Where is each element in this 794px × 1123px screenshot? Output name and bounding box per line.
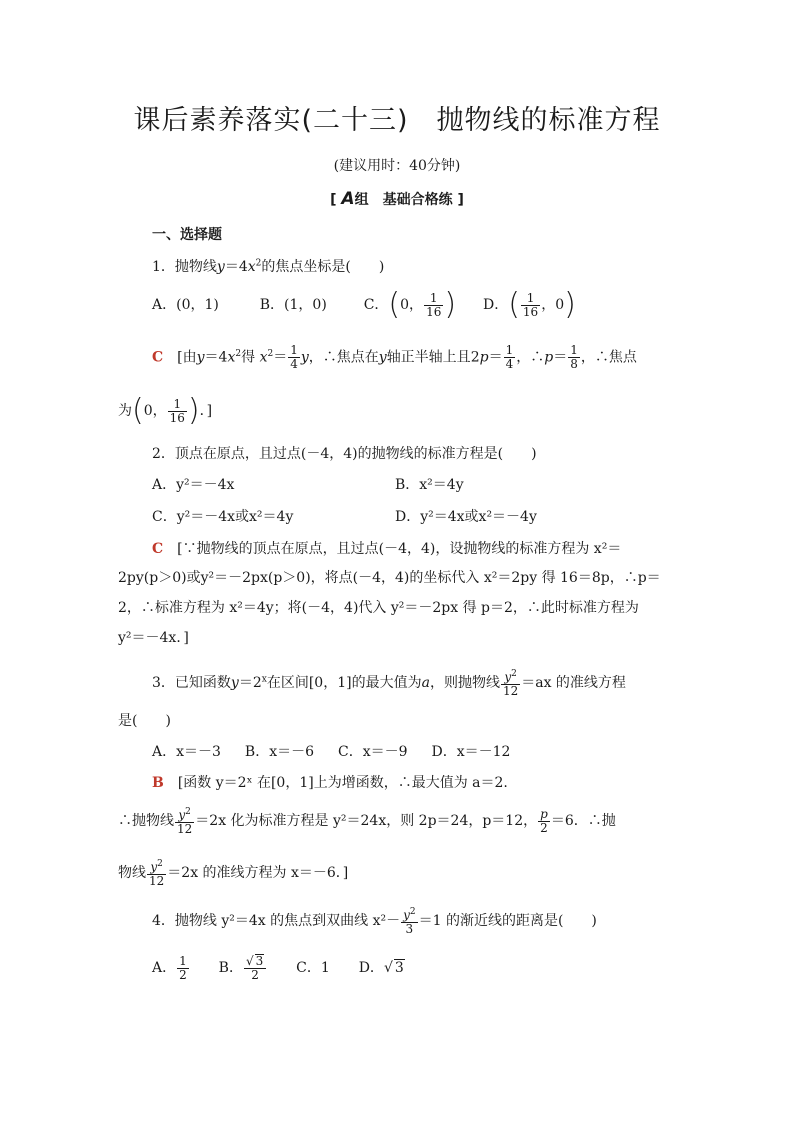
q3-ans-line2-pre: ∴抛物线 <box>118 813 174 829</box>
q3-stem-line2: 是( ) <box>118 713 171 729</box>
q2-answer-letter: C <box>152 541 164 557</box>
q3-ans-line3: 物线 $\frac{y^2}{12}$ ＝2x 的准线方程为 x＝－6．] <box>118 859 349 888</box>
q4-option-a: A． <box>152 960 177 976</box>
q1-option-b: B．(1，0) <box>259 297 327 313</box>
section-heading: 一、选择题 <box>152 227 222 243</box>
q3-ans-line2: ∴抛物线 $\frac{y^2}{12}$ ＝2x 化为标准方程是 y²＝24x，则 2p＝24，p＝12， $\frac{p}{2}$ ＝6．∴抛 <box>118 806 616 836</box>
q2-ans-line4: y²＝－4x．] <box>118 630 189 646</box>
q1-ans-text1: [由 <box>177 349 197 366</box>
time-hint: (建议用时：40分钟) <box>333 158 461 174</box>
q1-option-d-label: D． <box>482 297 509 313</box>
q2-ans-line1: [∵抛物线的顶点在原点，且过点(－4，4)，设抛物线的标准方程为 x²＝ <box>177 541 622 557</box>
q1-ans-text5: ，∴ <box>516 349 545 366</box>
q1-answer: C [由$y=4x^2$得 $x^2=$ $\frac{1}{4}$ y，∴焦点在y轴正半轴上且2p＝ $\frac{1}{4}$ ，∴p＝ $\frac{1}{8}$ ，∴焦点 <box>152 343 637 371</box>
q1-ans-text8: ．] <box>199 403 213 419</box>
q1-option-a: A．(0，1) <box>152 297 219 313</box>
q2-option-d: D．y²＝4x或x²＝－4y <box>395 509 537 525</box>
q4-stem: 4．抛物线 y²＝4x 的焦点到双曲线 x²－ $\frac{y^2}{3}$ ＝1 的渐近线的距离是( ) <box>152 907 597 936</box>
q1-ans-text6: ，∴焦点 <box>580 349 637 366</box>
group-suffix: 组 <box>354 192 369 208</box>
q1-ans-text4: 轴正半轴上且 <box>386 349 471 366</box>
q3-stem-mid: 在区间[0，1]的最大值为 <box>266 675 422 691</box>
q3-stem-pre: 3．已知函数 <box>152 675 231 691</box>
q3-answer <box>152 772 508 792</box>
q2-option-b: B．x²＝4y <box>395 477 464 493</box>
q3-option-d: D．x＝－12 <box>431 744 511 760</box>
q4-stem-post: ＝1 的渐近线的距离是( ) <box>418 913 597 929</box>
q1-answer-letter: C <box>152 349 164 366</box>
q1-stem-pre: 1．抛物线 <box>152 259 217 275</box>
q1-option-d: D．( $\frac{1}{16}$ ，0) <box>482 287 576 322</box>
q1-answer-cont: 为(0， $\frac{1}{16}$ )．] <box>118 393 213 428</box>
q3-ans-line1: [函数 y＝2ˣ 在[0，1]上为增函数，∴最大值为 a＝2. <box>177 775 508 791</box>
q3-option-c: C．x＝－9 <box>338 744 408 760</box>
q1-option-c-label: C． <box>363 297 389 313</box>
q3-option-b: B．x＝－6 <box>244 744 315 760</box>
q4-option-d: D． <box>358 960 384 976</box>
q1-stem: 1．抛物线$y=4x^2$的焦点坐标是( ) <box>152 258 385 275</box>
q2-answer <box>152 538 621 558</box>
q2-option-c: C．y²＝－4x或x²＝4y <box>152 509 294 525</box>
q2-stem: 2．顶点在原点，且过点(－4，4)的抛物线的标准方程是( ) <box>152 446 537 462</box>
q1-ans-text2: 得 <box>241 349 256 366</box>
title-right: 抛物线的标准方程 <box>436 105 661 136</box>
q3-stem-mid2: ，则抛物线 <box>429 675 500 691</box>
page-title <box>0 98 794 137</box>
q2-option-a: A．y²＝－4x <box>152 477 235 493</box>
group-letter: A <box>341 189 355 209</box>
q3-stem: 3．已知函数$y=2^x$在区间[0，1]的最大值为a，则抛物线 $\frac{y^2}{12}$ ＝ax 的准线方程 <box>152 669 626 698</box>
q3-stem-post: ＝ax 的准线方程 <box>521 675 626 691</box>
q4-option-b: B． <box>218 960 243 976</box>
q3-options <box>152 741 510 761</box>
group-name: 基础合格练 <box>382 192 453 208</box>
q3-option-a: A．x＝－3 <box>152 744 221 760</box>
q1-ans-text3: ，∴焦点在 <box>308 349 379 366</box>
q1-ans-text7: 为 <box>118 403 132 419</box>
q2-ans-line2: 2py(p＞0)或y²＝－2px(p＞0)，将点(－4，4)的坐标代入 x²＝2py 得 16＝8p，∴p＝ <box>118 570 661 586</box>
q3-ans-line2-end: ＝6．∴抛 <box>550 813 616 829</box>
title-left: 课后素养落实(二十三) <box>133 105 409 136</box>
q2-ans-line3: 2，∴标准方程为 x²＝4y；将(－4，4)代入 y²＝－2px 得 p＝2，∴此时标准方程为 <box>118 600 639 616</box>
q1-stem-post: 的焦点坐标是( ) <box>261 259 385 275</box>
q4-option-c: C．1 <box>296 960 330 976</box>
q3-ans-line2-post: ＝2x 化为标准方程是 y²＝24x，则 2p＝24，p＝12， <box>195 813 538 829</box>
q1-options <box>152 287 576 322</box>
q4-options: A． $\frac{1}{2}$ B． $\frac{√ 3}{2}$ C．1 D．√ 3 <box>152 953 404 982</box>
group-heading: [ A组 基础合格练 ] <box>330 189 464 209</box>
q3-ans-line3-post: ＝2x 的准线方程为 x＝－6．] <box>167 865 349 881</box>
q4-stem-pre: 4．抛物线 y²＝4x 的焦点到双曲线 x²－ <box>152 913 401 929</box>
q3-answer-letter: B <box>152 775 164 791</box>
q1-option-c: C．(0， $\frac{1}{16}$ ) <box>363 287 457 322</box>
q3-ans-line3-pre: 物线 <box>118 865 146 881</box>
